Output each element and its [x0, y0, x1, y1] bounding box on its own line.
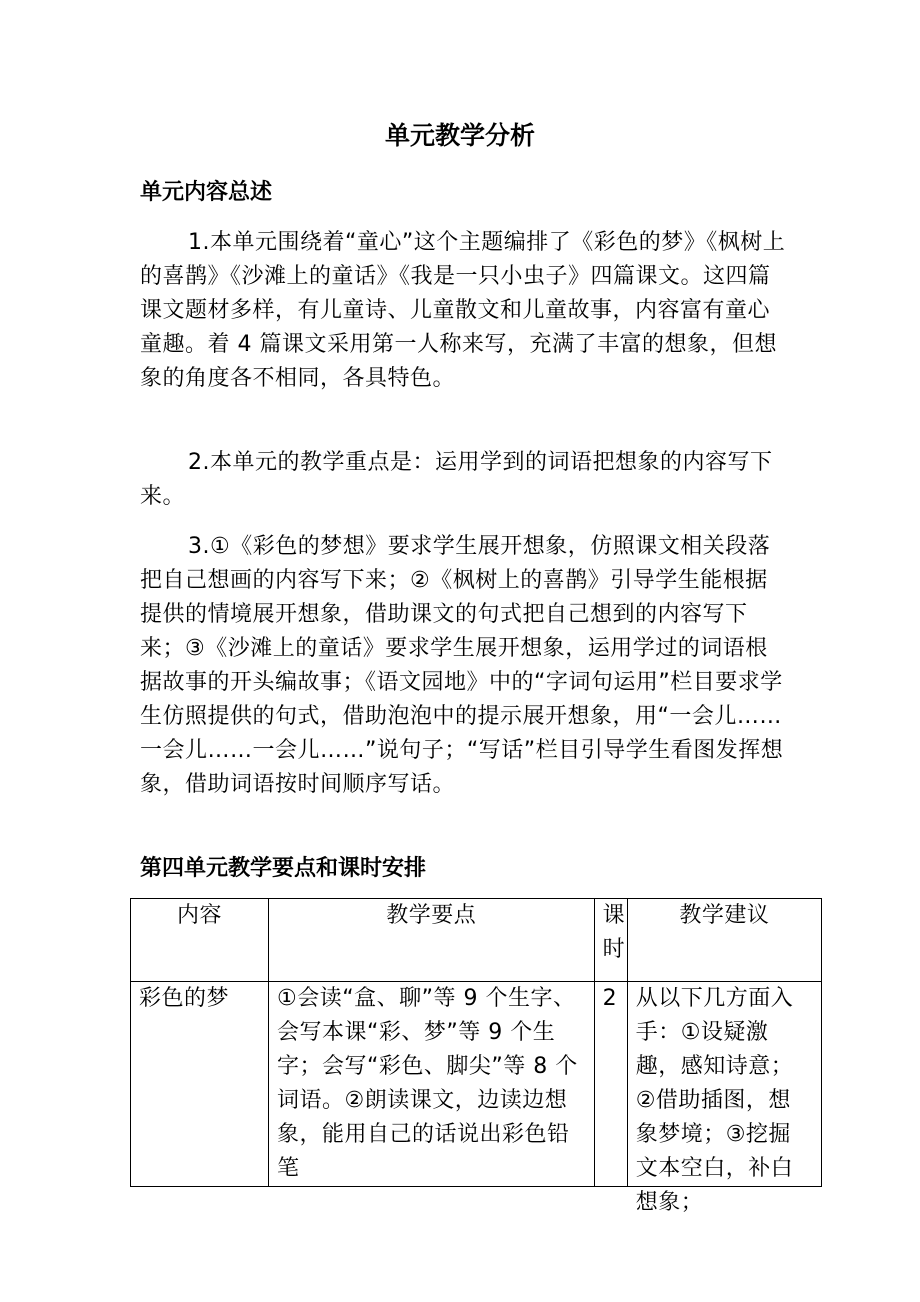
header-content: 内容: [131, 899, 269, 982]
cell-teaching-points: [268, 982, 594, 1187]
section-heading-unit-overview: 单元内容总述: [140, 180, 273, 205]
header-class-hours: 课时: [594, 899, 627, 982]
paragraph-1: 1.本单元围绕着“童心”这个主题编排了《彩色的梦》《枫树上的喜鹊》《沙滩上的童话》《我是一只小虫子》四篇课文。这四篇课文题材多样，有儿童诗、儿童散文和儿童故事，内容富有童心童趣。着 4 篇课文采用第一人称来写，充满了丰富的想象，但想象的角度各不相同，各具特色。: [140, 230, 786, 391]
cell-content-text: 彩色的梦: [139, 986, 230, 1011]
paragraph-2: 2.本单元的教学重点是：运用学到的词语把想象的内容写下来。: [140, 450, 773, 509]
cell-class-hours-text: 2: [602, 986, 618, 1011]
cell-teaching-advice-text: 从以下几方面入手：①设疑激趣，感知诗意；②借助插图，想象梦境；③挖掘文本空白，补白想象；: [635, 986, 794, 1215]
table-header-row: [131, 899, 822, 982]
teaching-plan-table: [130, 898, 822, 1215]
paragraph-3: 3.①《彩色的梦想》要求学生展开想象，仿照课文相关段落把自己想画的内容写下来；②《枫树上的喜鹊》引导学生能根据提供的情境展开想象，借助课文的句式把自己想到的内容写下来；③《沙滩上的童话》要求学生展开想象，运用学过的词语根据故事的开头编故事；《语文园地》中的“字词句运用”栏目要求学生仿照提供的句式，借助泡泡中的提示展开想象，用“一会儿……一会儿……一会儿……”说句子；“写话”栏目引导学生看图发挥想象，借助词语按时间顺序写话。: [140, 534, 784, 797]
cell-class-hours: [594, 982, 627, 1187]
header-teaching-points: 教学要点: [268, 899, 594, 982]
cell-teaching-advice: [627, 982, 821, 1215]
table-row: [131, 982, 822, 1187]
cell-content: [131, 982, 269, 1187]
section-heading-teaching-plan: 第四单元教学要点和课时安排: [140, 856, 427, 881]
cell-teaching-points-text: ①会读“盒、聊”等 9 个生字、会写本课“彩、梦”等 9 个生字；会写“彩色、脚尖”等 8 个词语。②朗读课文，边读边想象，能用自己的话说出彩色铅笔: [276, 986, 578, 1181]
header-teaching-advice: 教学建议: [627, 899, 821, 982]
page-title: 单元教学分析: [384, 121, 535, 150]
